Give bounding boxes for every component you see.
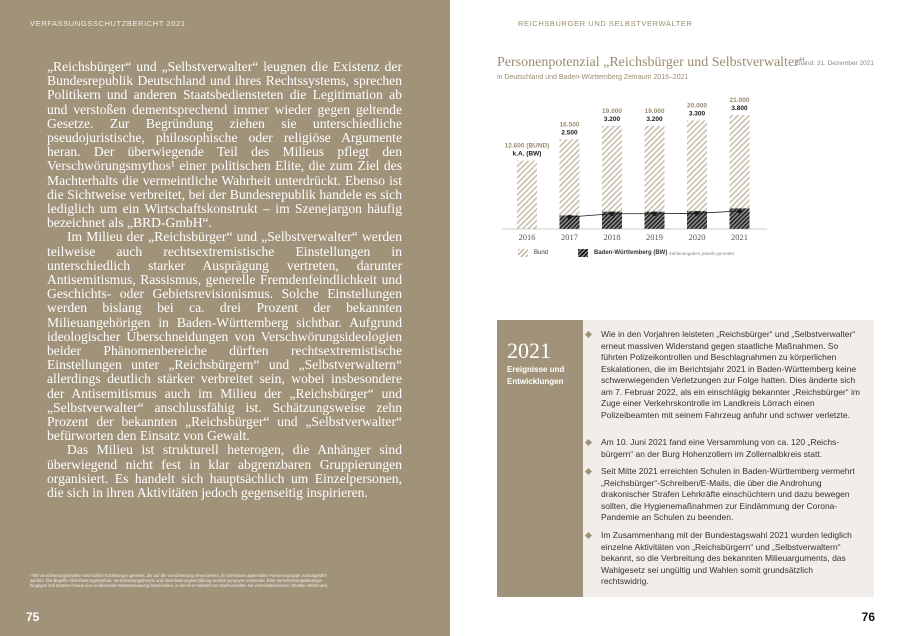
chart-title: Personenpotenzial „Reichsbürger und Selbstverwalter“ xyxy=(497,55,806,70)
x-tick-label: 2019 xyxy=(646,232,663,242)
bw-point xyxy=(652,211,657,216)
paragraph: Im Milieu der „Reichsbürger“ und „Selbstverwalter“ werden teilweise auch rechtsextremistische Einstellungen in unterschiedlich starker Ausprägung vertreten, darunter Antisemitismus, Rassismus, generelle Fremdenfeindlichkeit und Geschichts- oder Gebietsrevisionismus. Solche Einstellungen werden bislang bei ca. drei Prozent der bekannten Milieuangehörigen in Baden-Württemberg sichtbar. Aufgrund ideologischer Überschneidungen von Verschwörungsideologien beider Phänomenbereiche dürften rechtsextremistische Einstellungen unter „Reichsbürgern“ und „Selbstverwaltern“ allerdings deutlich stärker verbreitet sein, wobei insbesondere der Antisemitismus auch im Milieu der „Reichsbürger“ und „Selbstverwalter“ anschlussfähig ist. Schätzungsweise zehn Prozent der bekannten „Reichsbürger“ und „Selbstverwalter“ befürworten den Einsatz von Gewalt. xyxy=(47,229,402,444)
legend-bw xyxy=(578,249,667,257)
chart-date: Stand: 31. Dezember 2021 xyxy=(796,60,874,67)
bw-point xyxy=(695,211,700,216)
events-box xyxy=(583,320,874,597)
data-label-bw: 3.800 xyxy=(731,105,748,112)
x-tick-label: 2016 xyxy=(518,232,536,242)
running-head: VERFASSUNGSSCHUTZBERICHT 2021 xyxy=(30,19,186,28)
bw-point xyxy=(567,215,572,220)
chart-subtitle: in Deutschland und Baden-Württemberg Zeitraum 2016–2021 xyxy=(497,74,689,81)
page-number: 76 xyxy=(861,610,875,624)
data-label-bund: 12.600 (BUND) xyxy=(504,142,550,150)
footnote: ¹ Mit Verschwörungsmythen sind solche Erzählungen gemeint, die auf die Verschwörung einer kleinen, im Geheimen agierenden Personengruppe zurückgeführt werden. Die Begriffe Verschwörungsmythos, Verschwörungstheorie und Verschwörungserzählung werden synonym verwendet. Eine Verschwörungsideologie hingegen soll darüber hinaus eine umfassende Weltanschauung beschreiben, in der eine Vielzahl von Sachverhalten mit verschwörerischen Inhalten erklärt wird. xyxy=(30,573,329,588)
bar-bund xyxy=(517,161,537,229)
legend-note: Zahlenangaben jeweils gerundet xyxy=(669,251,735,256)
bw-point xyxy=(610,211,615,216)
data-label-bund: 19.000 xyxy=(602,107,622,115)
data-label-bund: 20.000 xyxy=(687,102,707,110)
body-text xyxy=(47,60,402,500)
events-label-panel xyxy=(497,320,583,597)
data-label-bund: 21.000 xyxy=(729,97,750,104)
paragraph: Das Milieu ist strukturell heterogen, die Anhänger sind überwiegend nicht fest in klar abgrenzbaren Gruppierungen organisiert. Es handelt sich hauptsächlich um Einzelpersonen, die sich in ihren Aktivitäten jedoch gegenseitig inspirieren. xyxy=(47,442,402,501)
event-item: Im Zusammenhang mit der Bundestagswahl 2021 wurden lediglich einzelne Aktivitäten von „Reichsbürgern“ und „Selbstverwaltern“ bekannt, so die Verbreitung des bekannten Milieuarguments, das Wahlgesetz sei ungültig und Wahlen somit grundsätzlich rechtswidrig. xyxy=(601,530,863,588)
event-item: Am 10. Juni 2021 fand eine Versammlung von ca. 120 „Reichsbürgern“ an der Burg Hohenzollern im Zollernalbkreis statt. xyxy=(601,437,863,460)
data-label-bw: 3.200 xyxy=(646,115,663,123)
legend-swatch-bund xyxy=(518,249,528,257)
data-label-bund: 16.500 xyxy=(559,121,580,129)
paragraph: „Reichsbürger“ und „Selbstverwalter“ leugnen die Existenz der Bundesrepublik Deutschland und ihres Rechtssystems, sprechen Politikern und anderen Staatsbediensteten die Legitimation ab und verstoßen dementsprechend immer wieder gegen geltende Gesetze. Zur Begründung ziehen sie unterschiedliche pseudojuristische, philosophische oder religiöse Argumente heran. Der überwiegende Teil des Milieus pflegt den Verschwörungsmythos¹ einer politischen Elite, die zum Ziel des Machterhalts die vermeintliche Wahrheit unterdrückt. Ebenso ist die Sichtweise verbreitet, bei der Bundesrepublik handele es sich lediglich um ein Wirtschaftskonstrukt – im Szenejargon häufig bezeichnet als „BRD-GmbH“. xyxy=(47,59,402,231)
events-title: Ereignisse und Entwicklungen xyxy=(507,365,565,386)
data-label-bw: 3.300 xyxy=(688,110,706,118)
legend-label-bw: Baden-Württemberg (BW) xyxy=(594,250,668,256)
event-item: Wie in den Vorjahren leisteten „Reichsbürger“ und „Selbstverwalter“ erneut massiven Widerstand gegen staatliche Maßnahmen. So führten Polizeikontrollen und Beschlagnahmen zu körperlichen Eskalationen, die im Berichtsjahr 2021 in Baden-Württemberg keine schwerwiegenden Verletzungen zur Folge hatten. Dies änderte sich am 7. Februar 2022, als ein einschlägig bekannter „Reichsbürger“ im Zuge einer Verkehrskontrolle im Landkreis Lörrach einen Polizeibeamten mit seinem Fahrzeug anfuhr und schwer verletzte. xyxy=(601,329,863,421)
bw-point xyxy=(737,209,742,214)
x-tick-label: 2018 xyxy=(603,232,621,242)
bar-chart xyxy=(497,95,797,245)
legend-swatch-bw xyxy=(578,249,588,257)
data-label-bw: k.A. (BW) xyxy=(512,150,542,158)
data-label-bw: 2.500 xyxy=(561,129,578,137)
data-label-bund: 19.000 xyxy=(644,107,665,115)
data-label-bw: 3.200 xyxy=(603,115,621,123)
legend-label-bund: Bund xyxy=(534,250,549,256)
legend-bund xyxy=(518,249,548,257)
x-tick-label: 2017 xyxy=(561,232,578,242)
event-item: Seit Mitte 2021 erreichten Schulen in Baden-Württemberg vermehrt „Reichsbürger“-Schreiben/E-Mails, die über die Androhung drakonischer Strafen Lehrkräfte einschüchtern und dazu bewegen sollten, die Hygienemaßnahmen zur Eindämmung der Corona-Pandemie an Schulen zu beenden. xyxy=(601,466,863,524)
events-year: 2021 xyxy=(507,338,551,363)
page-number: 75 xyxy=(26,610,40,624)
x-tick-label: 2021 xyxy=(731,232,748,242)
x-tick-label: 2020 xyxy=(688,232,706,242)
running-head: REICHSBÜRGER UND SELBSTVERWALTER xyxy=(518,19,693,28)
